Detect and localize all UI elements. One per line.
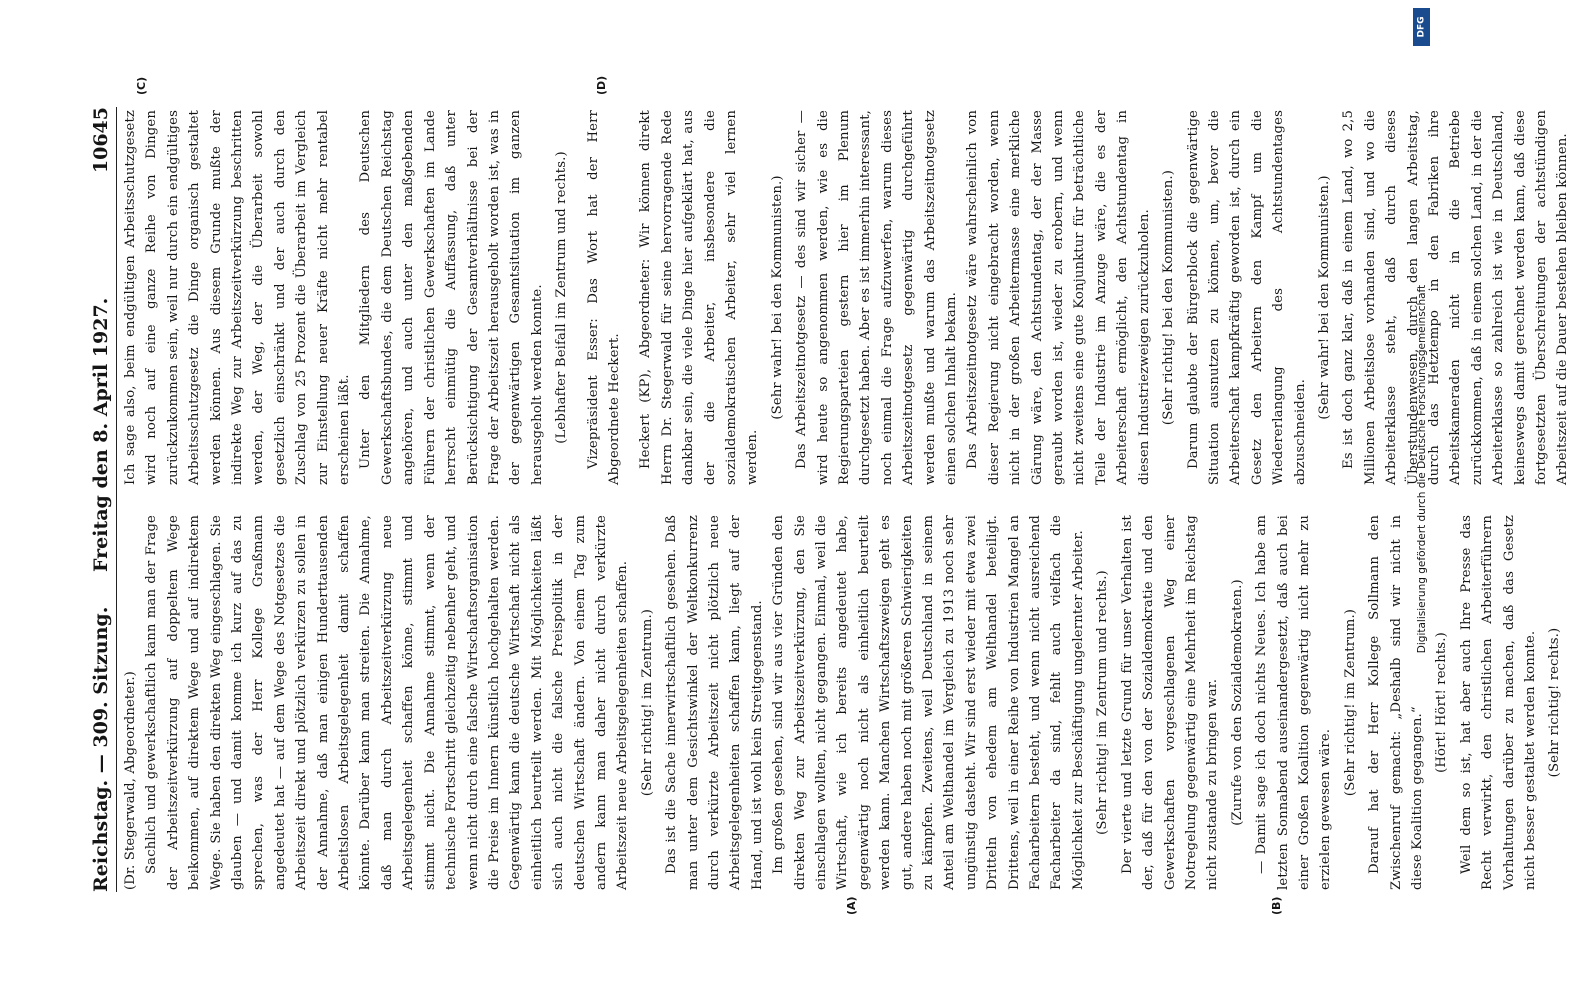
paragraph: Heckert (KP), Abgeordneter: Wir können direkt Herrn Dr. Stegerwald für seine hervorragende Rede dankbar sein, die viele Dinge hier aufgeklärt hat, aus der die Arbeiter, insbesondere die sozialdemokratischen Arbeiter, sehr viel lernen werden.: [638, 110, 761, 485]
paragraph: Das Arbeitszeitnotgesetz — des sind wir sicher — wird heute so angenommen werden, wie es die Regierungsparteien gestern hier im Plenum durchgesetzt haben. Aber es ist immerhin interessant, noch einmal die Frage aufzuwerfen, warum dieses Arbeitszeitnotgesetz gegenwärtig durchgeführt werden mußte und warum das Arbeitszeitnotgesetz einen solchen Inhalt bekam.: [794, 110, 960, 485]
dfg-logo: [1413, 8, 1430, 46]
paragraph: Der vierte und letzte Grund für unser Verhalten ist der, daß für den von der Sozialdemokratie und den Gewerkschaften vorgeschlagenen Weg einer Notregelung gegenwärtig eine Mehrheit im Reichstag nicht zustande zu bringen war.: [1119, 515, 1221, 890]
interjection: (Lebhafter Beifall im Zentrum und rechts.): [554, 151, 570, 444]
paragraph: Das ist die Sache innerwirtschaftlich gesehen. Daß man unter dem Gesichtswinkel der Weltkonkurrenz durch verkürzte Arbeitszeit nicht plötzlich neue Arbeitsgelegenheiten schaffen kann, liegt auf der Hand, und ist wohl kein Streitgegenstand.: [664, 515, 765, 890]
header-date: Freitag den 8. April 1927.: [90, 297, 112, 572]
margin-marker-b: (B): [1270, 896, 1283, 915]
interjection: (Sehr richtig! rechts.): [1547, 627, 1563, 778]
paragraph: Ich sage also, beim endgültigen Arbeitsschutzgesetz wird noch auf eine ganze Reihe von Dingen zurückzukommen sein, weil nur durch ein endgültiges Arbeitsschutzgesetz die Dinge organisch gestaltet werden können. Aus diesem Grunde mußte der indirekte Weg zur Arbeitszeitverkürzung beschritten werden, der Weg, der die Überarbeit sowohl gesetzlich einschränkt und der auch durch den Zuschlag von 25 Prozent die Überarbeit im Vergleich zur Einstellung neuer Kräfte nicht mehr rentabel erscheinen läßt.: [123, 110, 353, 485]
speaker-continuation: (Dr. Stegerwald, Abgeordneter.): [123, 671, 138, 890]
paragraph: Das Arbeitszeitnotgesetz wäre wahrscheinlich von dieser Regierung nicht eingebracht worden, wenn nicht in der großen Arbeitermasse eine merkliche Gärung wäre, den Achtstundentag, der der Masse geraubt worden ist, wieder zu erobern, und wenn nicht zweitens eine gute Konjunktur für beträchtliche Teile der Industrie im Anzuge wäre, die es der Arbeiterschaft ermöglicht, den Achtstundentag in diesen Industriezweigen zurückzuholen.: [965, 110, 1152, 485]
page-number: 10645: [90, 107, 112, 174]
interjection: (Hört! Hört! rechts.): [1434, 632, 1450, 773]
interjection: (Sehr wahr! bei den Kommunisten.): [769, 175, 785, 420]
left-column: [120, 515, 1569, 890]
paragraph: Es ist doch ganz klar, daß in einem Land, wo 2,5 Millionen Arbeitslose vorhanden sind, und wo die Arbeiterklasse steht, daß durch dieses Überstundenwesen, durch den langen Arbeitstag, durch das Hetztempo in den Fabriken ihre Arbeitskameraden nicht in die Betriebe zurückkommen, daß in einem solchen Land, in der die Arbeiterklasse so zahlreich ist wie in Deutschland, keineswegs damit gerechnet werden kann, daß diese fortgesetzten Überschreitungen der achtstündigen Arbeitszeit auf die Dauer bestehen bleiben können.: [1341, 110, 1571, 485]
margin-marker-d: (D): [595, 75, 608, 95]
right-column: [120, 110, 1574, 485]
paragraph: — Damit sage ich doch nichts Neues. Ich habe am letzten Sonnabend auseinandergesetzt, daß auch bei einer Großen Koalition gegenwärtig nicht mehr zu erzielen gewesen wäre.: [1254, 515, 1334, 890]
margin-marker-c: (C): [135, 76, 148, 95]
page-header: [88, 107, 117, 892]
interjection: (Sehr richtig! im Zentrum.): [639, 608, 655, 797]
paragraph: Weil dem so ist, hat aber auch Ihre Presse das Recht verwirkt, den christlichen Arbeiterführern Vorhaltungen darüber zu machen, daß das Gesetz nicht besser gestaltet werden konnte.: [1458, 515, 1538, 890]
interjection: (Sehr richtig! im Zentrum.): [1342, 608, 1358, 797]
paragraph: Darum glaubte der Bürgerblock die gegenwärtige Situation ausnutzen zu können, um, bevor die Arbeiterschaft kampfkräftig geworden ist, durch ein Gesetz den Arbeitern den Kampf um die Wiedererlangung des Achtstundentages abzuschneiden.: [1185, 110, 1308, 485]
margin-marker-a: (A): [845, 896, 858, 915]
interjection: (Sehr richtig! im Zentrum und rechts.): [1095, 570, 1111, 835]
interjection: (Sehr wahr! bei den Kommunisten.): [1316, 175, 1332, 420]
dfg-logo-text: DFG: [1416, 16, 1427, 38]
header-left: Reichstag. — 309. Sitzung.: [90, 606, 112, 892]
paragraph: Im großen gesehen, sind wir aus vier Gründen den direkten Weg zur Arbeitszeitverkürzung, den Sie einschlagen wollten, nicht gegangen. Einmal, weil die Wirtschaft, wie ich bereits angedeutet habe, gegenwärtig noch nicht als einheitlich beurteilt werden kann. Manchen Wirtschaftszweigen geht es gut, andere haben noch mit größeren Schwierigkeiten zu kämpfen. Zweitens, weil Deutschland in seinem Anteil am Welthandel im Vergleich zu 1913 noch sehr ungünstig dasteht. Wir sind erst wieder mit etwa zwei Dritteln von ehedem am Welthandel beteiligt. Drittens, weil in einer Reihe von Industrien Mangel an Facharbeitern besteht, und wenn nicht ausreichend Facharbeiter da sind, fehlt auch vielfach die Möglichkeit zur Beschäftigung ungelernter Arbeiter.: [771, 515, 1086, 890]
digitization-note-text: Digitalisierung gefördert durch die Deutsche Forschungsgemeinschaft: [1416, 284, 1428, 654]
paragraph: Unter den Mitgliedern des Deutschen Gewerkschaftsbundes, die dem Deutschen Reichstag angehören, und auch unter den maßgebenden Führern der christlichen Gewerkschaften im Lande herrscht einmütig die Auffassung, daß unter Berücksichtigung der Gesamtverhältnisse bei der Frage der Arbeitszeit herausgeholt worden ist, was in der gegenwärtigen Gesamtsituation im ganzen herausgeholt werden konnte.: [358, 110, 545, 485]
interjection: (Sehr richtig! bei den Kommunisten.): [1161, 169, 1177, 426]
paragraph: Sachlich und gewerkschaftlich kann man der Frage der Arbeitszeitverkürzung auf doppeltem Wege beikommen, auf direktem Wege und auf indirektem Wege. Sie haben den direkten Weg eingeschlagen. Sie glauben — und damit komme ich kurz auf das zu sprechen, was der Herr Kollege Graßmann angedeutet hat — auf dem Wege des Notgesetzes die Arbeitszeit direkt und plötzlich verkürzen zu sollen in der Annahme, daß man einigen Hunderttausenden Arbeitslosen Arbeitsgelegenheit damit schaffen könnte. Darüber kann man streiten. Die Annahme, daß man durch Arbeitszeitverkürzung neue Arbeitsgelegenheit schaffen könne, stimmt und stimmt nicht. Die Annahme stimmt, wenn der technische Fortschritt gleichzeitig nebenher geht, und wenn nicht durch eine falsche Wirtschaftsorganisation die Preise im Innern künstlich hochgehalten werden. Gegenwärtig kann die deutsche Wirtschaft nicht als einheitlich beurteilt werden. Mit Möglichkeiten läßt sich auch nicht die falsche Preispolitik in der deutschen Wirtschaft ändern. Von einem Tag zum andern kann man daher nicht durch verkürzte Arbeitszeit neue Arbeitsgelegenheiten schaffen.: [144, 515, 631, 890]
vice-president-statement: Vizepräsident Esser: Das Wort hat der Herr Abgeordnete Heckert.: [585, 110, 622, 485]
interjection: (Zurufe von den Sozialdemokraten.): [1229, 579, 1245, 826]
paragraph: Darauf hat der Herr Kollege Sollmann den Zwischenruf gemacht: „Deshalb sind wir nicht in diese Koalition gegangen.“: [1367, 515, 1425, 890]
